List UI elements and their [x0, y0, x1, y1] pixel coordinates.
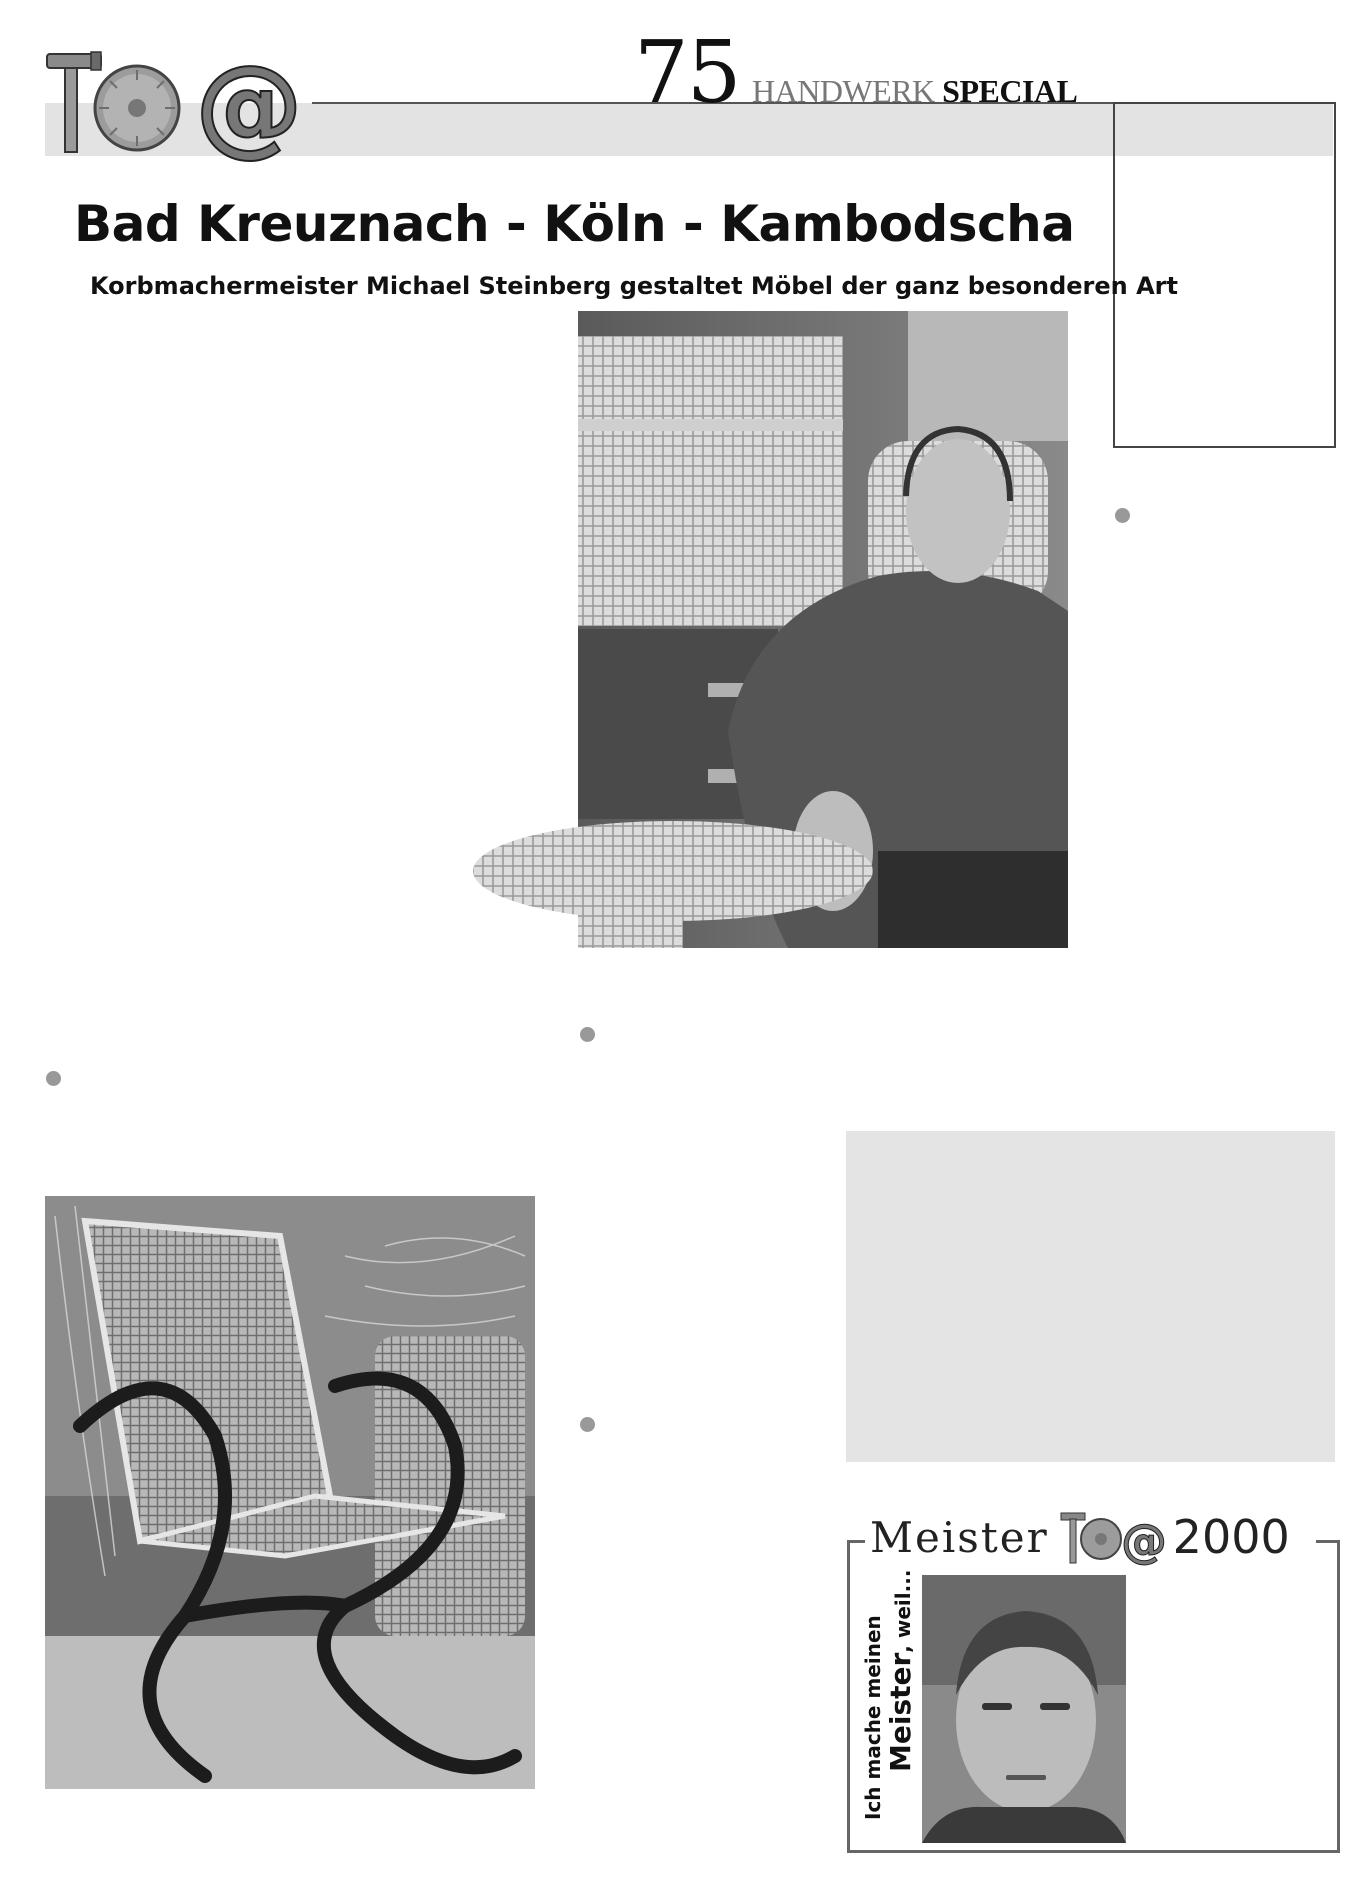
bullet-marker — [1115, 508, 1130, 523]
section-word-special: SPECIAL — [942, 73, 1078, 109]
bullet-marker — [580, 1417, 595, 1432]
bullet-marker — [580, 1027, 595, 1042]
article-headline: Bad Kreuznach - Köln - Kambodscha — [74, 195, 1075, 253]
meister-tagline-rest: , weil... — [891, 1569, 915, 1653]
meister-tagline-line2 — [884, 1570, 917, 1772]
meister-tagline-line1: Ich mache meinen — [861, 1615, 885, 1820]
hammer-saw-at-logo — [45, 43, 303, 168]
photo-wicker-chair — [45, 1196, 535, 1789]
meister-tagline — [852, 1570, 922, 1830]
bullet-marker — [46, 1071, 61, 1086]
meister-title-word: Meister — [870, 1512, 1049, 1562]
page-number: 75 — [634, 23, 740, 123]
meister-tagline-bold: Meister — [884, 1652, 917, 1772]
svg-text:@: @ — [1120, 1514, 1167, 1568]
grey-info-box — [846, 1131, 1335, 1462]
section-word-handwerk: HANDWERK — [752, 73, 935, 109]
meister-box-rule — [847, 1540, 865, 1543]
section-title — [752, 74, 1077, 108]
meister-box-rule — [1316, 1540, 1337, 1543]
photo-meister-portrait — [922, 1575, 1126, 1843]
photo-craftsman — [578, 311, 1068, 948]
article-subline: Korbmachermeister Michael Steinberg gestaltet Möbel der ganz besonderen Art — [90, 272, 1178, 300]
hammer-saw-at-logo — [1061, 1509, 1167, 1568]
meister-year: 2000 — [1172, 1510, 1290, 1564]
meister-title — [870, 1507, 1290, 1567]
svg-text:@: @ — [195, 43, 303, 168]
